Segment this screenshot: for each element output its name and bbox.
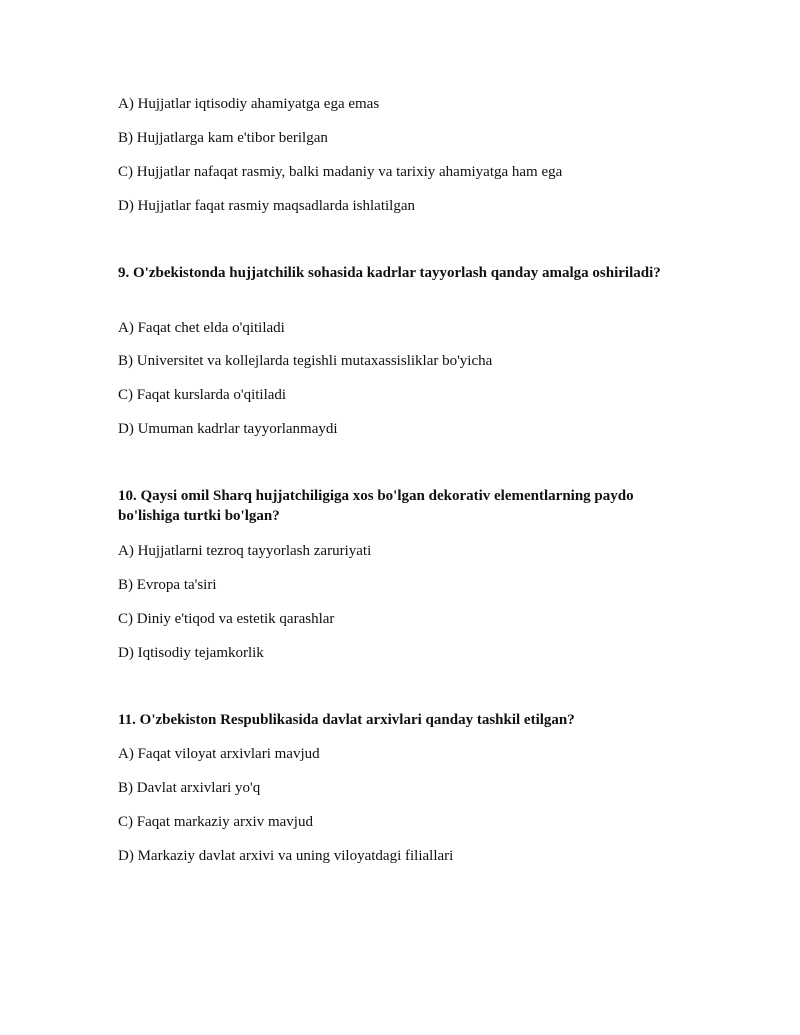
answer-option-b: B) Universitet va kollejlarda tegishli mutaxassisliklar bo'yicha (118, 353, 493, 369)
answer-option-d: D) Umuman kadrlar tayyorlanmaydi (118, 421, 338, 437)
answer-option-d: D) Hujjatlar faqat rasmiy maqsadlarda ishlatilgan (118, 198, 415, 214)
answer-option-a: A) Faqat chet elda o'qitiladi (118, 320, 285, 336)
answer-option-b: B) Davlat arxivlari yo'q (118, 780, 261, 796)
answer-option-b: B) Evropa ta'siri (118, 577, 217, 593)
answer-option-b: B) Hujjatlarga kam e'tibor berilgan (118, 130, 328, 146)
answer-option-d: D) Iqtisodiy tejamkorlik (118, 645, 264, 661)
answer-option-c: C) Hujjatlar nafaqat rasmiy, balki madaniy va tarixiy ahamiyatga ham ega (118, 164, 563, 180)
answer-option-a: A) Hujjatlar iqtisodiy ahamiyatga ega emas (118, 96, 380, 112)
answer-option-c: C) Faqat markaziy arxiv mavjud (118, 814, 313, 830)
answer-option-a: A) Faqat viloyat arxivlari mavjud (118, 746, 320, 762)
answer-option-c: C) Faqat kurslarda o'qitiladi (118, 387, 287, 403)
question-11-text: 11. O'zbekiston Respublikasida davlat arxivlari qanday tashkil etilgan? (118, 712, 575, 728)
question-10-text: 10. Qaysi omil Sharq hujjatchiligiga xos bo'lgan dekorativ elementlarning paydo bo'lishiga turtki bo'lgan? (118, 488, 634, 524)
answer-option-d: D) Markaziy davlat arxivi va uning viloyatdagi filiallari (118, 848, 454, 864)
answer-option-a: A) Hujjatlarni tezroq tayyorlash zaruriyati (118, 543, 372, 559)
answer-option-c: C) Diniy e'tiqod va estetik qarashlar (118, 611, 335, 627)
question-9-text: 9. O'zbekistonda hujjatchilik sohasida kadrlar tayyorlash qanday amalga oshiriladi? (118, 265, 661, 281)
